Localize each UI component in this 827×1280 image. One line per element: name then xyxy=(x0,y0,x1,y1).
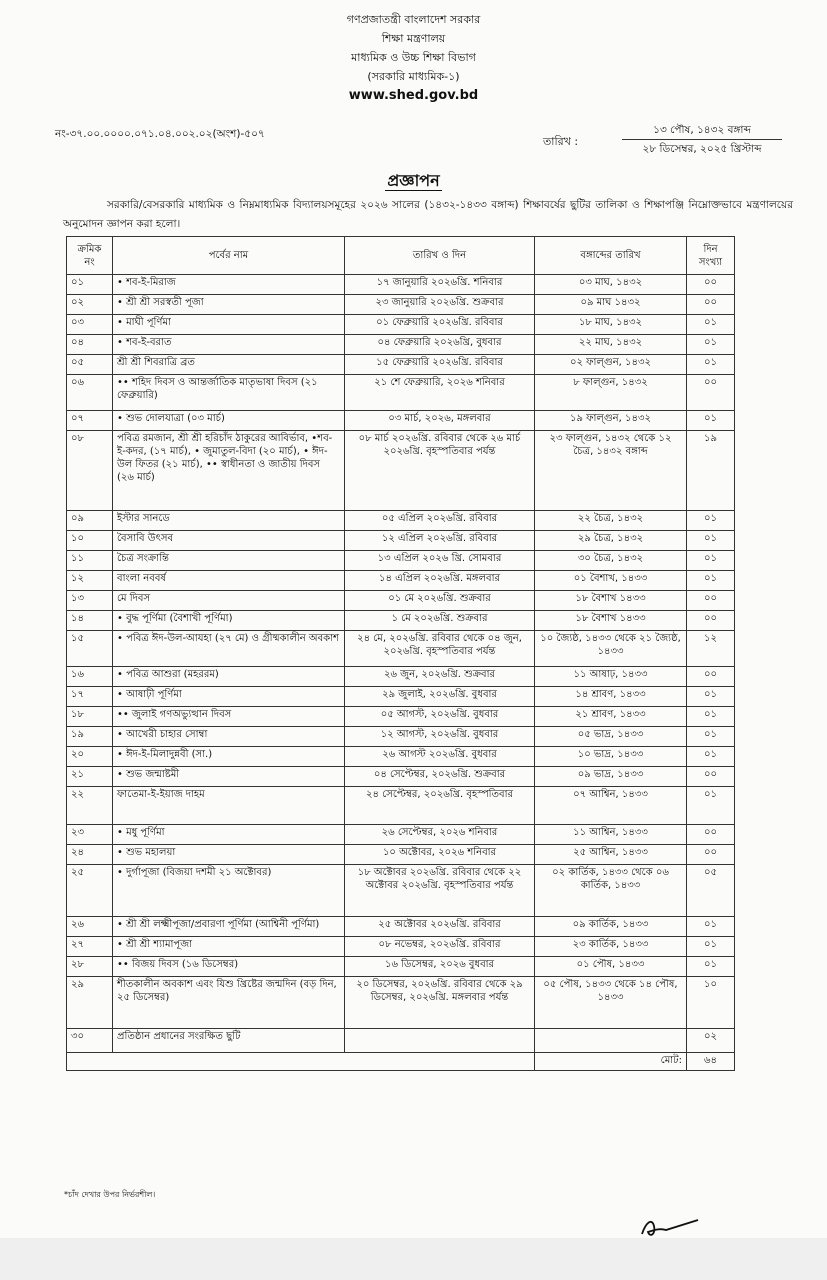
row-serial: ২২ xyxy=(67,787,113,825)
row-days: ০১ xyxy=(687,747,735,767)
row-bangla-date: ২২ মাঘ, ১৪৩২ xyxy=(535,335,687,355)
row-name: শ্রী শ্রী শিবরাত্রি ব্রত xyxy=(113,355,345,375)
row-name: • শ্রী শ্রী সরস্বতী পূজা xyxy=(113,295,345,315)
row-bangla-date: ২৯ চৈত্র, ১৪৩২ xyxy=(535,531,687,551)
row-bangla-date: ২১ শ্রাবণ, ১৪৩৩ xyxy=(535,707,687,727)
col-name: পর্বের নাম xyxy=(113,237,345,275)
row-bangla-date xyxy=(535,1029,687,1053)
row-days: ০০ xyxy=(687,591,735,611)
col-days: দিন সংখ্যা xyxy=(687,237,735,275)
signature-mark xyxy=(636,1212,706,1242)
row-date: ২৬ জুন, ২০২৬খ্রি. শুক্রবার xyxy=(345,667,535,687)
row-days: ০১ xyxy=(687,687,735,707)
row-date: ০৪ সেপ্টেম্বর, ২০২৬খ্রি. শুক্রবার xyxy=(345,767,535,787)
footnote: *চাঁদ দেখার উপর নির্ভরশীল। xyxy=(64,1190,156,1199)
row-serial: ১৯ xyxy=(67,727,113,747)
title-text: প্রজ্ঞাপন xyxy=(387,171,440,190)
row-serial: ০১ xyxy=(67,275,113,295)
table-body xyxy=(67,275,735,1053)
total-spacer xyxy=(67,1053,535,1071)
row-name: • আখেরী চাহার সোম্বা xyxy=(113,727,345,747)
row-days: ০৫ xyxy=(687,865,735,917)
row-bangla-date: ০৫ ভাদ্র, ১৪৩৩ xyxy=(535,727,687,747)
row-date: ০৪ ফেব্রুয়ারি ২০২৬খ্রি, বুধবার xyxy=(345,335,535,355)
total-value: ৬৪ xyxy=(687,1053,735,1071)
govt-name: গণপ্রজাতন্ত্রী বাংলাদেশ সরকার xyxy=(346,13,481,26)
row-bangla-date: ০১ বৈশাখ, ১৪৩৩ xyxy=(535,571,687,591)
row-bangla-date: ১৯ ফাল্গুন, ১৪৩২ xyxy=(535,411,687,431)
row-serial: ০৯ xyxy=(67,511,113,531)
row-name: • শ্রী শ্রী শ্যামাপূজা xyxy=(113,937,345,957)
row-name: • মধু পূর্ণিমা xyxy=(113,825,345,845)
row-serial: ০৮ xyxy=(67,431,113,511)
row-date: ১৪ এপ্রিল ২০২৬খ্রি. মঙ্গলবার xyxy=(345,571,535,591)
section-name: (সরকারি মাধ্যমিক-১) xyxy=(367,70,460,83)
row-days: ০০ xyxy=(687,845,735,865)
row-name: • পবিত্র আশুরা (মহররম) xyxy=(113,667,345,687)
row-name: • শুভ মহালয়া xyxy=(113,845,345,865)
row-date: ০৮ নভেম্বর, ২০২৬খ্রি. রবিবার xyxy=(345,937,535,957)
row-date: ১০ অক্টোবর, ২০২৬ শনিবার xyxy=(345,845,535,865)
row-date: ২৫ অক্টোবর ২০২৬খ্রি. রবিবার xyxy=(345,917,535,937)
row-days: ০০ xyxy=(687,375,735,411)
row-date: ১৮ অক্টোবর ২০২৬খ্রি. রবিবার থেকে ২২ অক্টোবর ২০২৬খ্রি. বৃহস্পতিবার পর্যন্ত xyxy=(345,865,535,917)
row-serial: ১২ xyxy=(67,571,113,591)
table-row xyxy=(67,707,735,727)
row-serial: ১৬ xyxy=(67,667,113,687)
row-serial: ৩০ xyxy=(67,1029,113,1053)
row-bangla-date: ০৯ ভাদ্র, ১৪৩৩ xyxy=(535,767,687,787)
row-date: ২৩ জানুয়ারি ২০২৬খ্রি. শুক্রবার xyxy=(345,295,535,315)
row-serial: ০৭ xyxy=(67,411,113,431)
table-row xyxy=(67,747,735,767)
table-row xyxy=(67,787,735,825)
row-bangla-date: ০৭ আশ্বিন, ১৪৩৩ xyxy=(535,787,687,825)
row-serial: ২৬ xyxy=(67,917,113,937)
row-date: ১২ এপ্রিল ২০২৬খ্রি. রবিবার xyxy=(345,531,535,551)
row-days: ১৯ xyxy=(687,431,735,511)
table-row xyxy=(67,727,735,747)
row-name: পবিত্র রমজান, শ্রী শ্রী হরিচাঁদ ঠাকুরের আবির্ভাব, •শব-ই-কদর, (১৭ মার্চ), • জুমাতুল-বিদা (২০ মার্চ), • ঈদ-উল ফিতর (২১ মার্চ), •• স্বাধীনতা ও জাতীয় দিবস (২৬ মার্চ) xyxy=(113,431,345,511)
row-bangla-date: ২৫ আশ্বিন, ১৪৩৩ xyxy=(535,845,687,865)
row-days: ০১ xyxy=(687,335,735,355)
row-date: ২৯ জুলাই, ২০২৬খ্রি. বুধবার xyxy=(345,687,535,707)
date-gregorian: ২৮ ডিসেম্বর, ২০২৫ খ্রিস্টাব্দ xyxy=(642,143,762,155)
row-serial: ০৪ xyxy=(67,335,113,355)
col-date: তারিখ ও দিন xyxy=(345,237,535,275)
row-serial: ১৫ xyxy=(67,631,113,667)
row-days: ০১ xyxy=(687,411,735,431)
row-serial: ২৩ xyxy=(67,825,113,845)
row-name: • বুদ্ধ পূর্ণিমা (বৈশাখী পূর্ণিমা) xyxy=(113,611,345,631)
division-name: মাধ্যমিক ও উচ্চ শিক্ষা বিভাগ xyxy=(351,51,476,64)
row-bangla-date: ১০ জ্যৈষ্ঠ, ১৪৩৩ থেকে ২১ জ্যৈষ্ঠ, ১৪৩৩ xyxy=(535,631,687,667)
row-days: ০১ xyxy=(687,315,735,335)
row-bangla-date: ০৩ মাঘ, ১৪৩২ xyxy=(535,275,687,295)
row-name: • শব-ই-মিরাজ xyxy=(113,275,345,295)
date-block xyxy=(622,121,782,158)
table-row xyxy=(67,687,735,707)
row-date: ২৪ সেপ্টেম্বর, ২০২৬খ্রি. বৃহস্পতিবার xyxy=(345,787,535,825)
table-row xyxy=(67,865,735,917)
row-days: ০১ xyxy=(687,957,735,977)
table-row xyxy=(67,631,735,667)
row-name: শীতকালীন অবকাশ এবং যিশু খ্রিষ্টের জন্মদিন (বড় দিন, ২৫ ডিসেম্বর) xyxy=(113,977,345,1029)
row-date: ২১ শে ফেব্রুয়ারি, ২০২৬ শনিবার xyxy=(345,375,535,411)
row-serial: ১৩ xyxy=(67,591,113,611)
table-row xyxy=(67,667,735,687)
table-row xyxy=(67,917,735,937)
table-row xyxy=(67,431,735,511)
row-name: • শুভ জন্মাষ্টমী xyxy=(113,767,345,787)
row-serial: ১৪ xyxy=(67,611,113,631)
row-bangla-date: ১১ আষাঢ়, ১৪৩৩ xyxy=(535,667,687,687)
row-date: ১৭ জানুয়ারি ২০২৬খ্রি. শনিবার xyxy=(345,275,535,295)
row-bangla-date: ০২ ফাল্গুন, ১৪৩২ xyxy=(535,355,687,375)
table-row xyxy=(67,571,735,591)
row-serial: ০৫ xyxy=(67,355,113,375)
row-name: • মাঘী পূর্ণিমা xyxy=(113,315,345,335)
row-date: ১২ আগস্ট, ২০২৬খ্রি. বুধবার xyxy=(345,727,535,747)
date-bangla: ১৩ পৌষ, ১৪৩২ বঙ্গাব্দ xyxy=(622,121,782,140)
row-bangla-date: ০৯ কার্তিক, ১৪৩৩ xyxy=(535,917,687,937)
reference-number: নং-৩৭.০০.০০০০.০৭১.০৪.০০২.০২(অংশ)-৫০৭ xyxy=(55,128,265,140)
table-row xyxy=(67,355,735,375)
row-name: বৈসাবি উৎসব xyxy=(113,531,345,551)
intro-paragraph: সরকারি/বেসরকারি মাধ্যমিক ও নিম্নমাধ্যমিক বিদ্যালয়সমূহের ২০২৬ সালের (১৪৩২-১৪৩৩ বঙ্গাব্দ) শিক্ষাবর্ষের ছুটির তালিকা ও শিক্ষাপঞ্জি নিম্নোক্তভাবে মন্ত্রণালয়ের অনুমোদন জ্ঞাপন করা হলো। xyxy=(63,199,793,230)
row-bangla-date: ৩০ চৈত্র, ১৪৩২ xyxy=(535,551,687,571)
row-days: ১২ xyxy=(687,631,735,667)
row-bangla-date: ১৮ মাঘ, ১৪৩২ xyxy=(535,315,687,335)
row-days: ০০ xyxy=(687,767,735,787)
table-row xyxy=(67,375,735,411)
row-name: • পবিত্র ঈদ-উল-আযহা (২৭ মে) ও গ্রীষ্মকালীন অবকাশ xyxy=(113,631,345,667)
row-serial: ২৭ xyxy=(67,937,113,957)
row-date: ২০ ডিসেম্বর, ২০২৬খ্রি. রবিবার থেকে ২৯ ডিসেম্বর, ২০২৬খ্রি. মঙ্গলবার পর্যন্ত xyxy=(345,977,535,1029)
table-row xyxy=(67,767,735,787)
row-name: চৈত্র সংক্রান্তি xyxy=(113,551,345,571)
row-date: ০১ মে ২০২৬খ্রি. শুক্রবার xyxy=(345,591,535,611)
total-label: মোট: xyxy=(535,1053,687,1071)
row-days: ০০ xyxy=(687,275,735,295)
row-name: • ঈদ-ই-মিলাদুন্নবী (সা.) xyxy=(113,747,345,767)
row-bangla-date: ২৩ কার্তিক, ১৪৩৩ xyxy=(535,937,687,957)
row-serial: ২৯ xyxy=(67,977,113,1029)
row-date: ১ মে ২০২৬খ্রি. শুক্রবার xyxy=(345,611,535,631)
holiday-table xyxy=(66,236,735,1071)
col-serial: ক্রমিক নং xyxy=(67,237,113,275)
row-days: ০২ xyxy=(687,1029,735,1053)
row-date: ২৬ সেপ্টেম্বর, ২০২৬ শনিবার xyxy=(345,825,535,845)
row-serial: ০৬ xyxy=(67,375,113,411)
row-name: • আষাঢ়ী পূর্ণিমা xyxy=(113,687,345,707)
row-date: ০১ ফেব্রুয়ারি ২০২৬খ্রি. রবিবার xyxy=(345,315,535,335)
row-days: ০০ xyxy=(687,611,735,631)
table-row xyxy=(67,957,735,977)
row-name: • শ্রী শ্রী লক্ষ্মীপূজা/প্রবারণা পূর্ণিমা (আশ্বিনী পূর্ণিমা) xyxy=(113,917,345,937)
row-date: ২৬ আগস্ট ২০২৬খ্রি. বুধবার xyxy=(345,747,535,767)
row-serial: ২৫ xyxy=(67,865,113,917)
row-name: •• জুলাই গণঅভ্যুত্থান দিবস xyxy=(113,707,345,727)
row-bangla-date: ১৮ বৈশাখ ১৪৩৩ xyxy=(535,611,687,631)
table-row xyxy=(67,591,735,611)
col-bangla-date: বঙ্গাব্দের তারিখ xyxy=(535,237,687,275)
date-label: তারিখ : xyxy=(543,135,579,148)
row-bangla-date: ৮ ফাল্গুন, ১৪৩২ xyxy=(535,375,687,411)
row-serial: ২৮ xyxy=(67,957,113,977)
table-row xyxy=(67,275,735,295)
row-name: মে দিবস xyxy=(113,591,345,611)
table-row xyxy=(67,295,735,315)
row-date: ১৩ এপ্রিল ২০২৬ খ্রি. সোমবার xyxy=(345,551,535,571)
row-days: ০০ xyxy=(687,295,735,315)
row-serial: ০৩ xyxy=(67,315,113,335)
website-link[interactable]: www.shed.gov.bd xyxy=(348,88,479,103)
table-row xyxy=(67,335,735,355)
table-row xyxy=(67,511,735,531)
row-date: ২৪ মে, ২০২৬খ্রি. রবিবার থেকে ০৪ জুন, ২০২৬খ্রি. বৃহস্পতিবার পর্যন্ত xyxy=(345,631,535,667)
table-row xyxy=(67,977,735,1029)
table-row xyxy=(67,611,735,631)
row-bangla-date: ১৪ শ্রাবণ, ১৪৩৩ xyxy=(535,687,687,707)
table-row xyxy=(67,825,735,845)
row-name: •• বিজয় দিবস (১৬ ডিসেম্বর) xyxy=(113,957,345,977)
table-row xyxy=(67,937,735,957)
table-row xyxy=(67,551,735,571)
row-serial: ২০ xyxy=(67,747,113,767)
table-row xyxy=(67,1029,735,1053)
row-bangla-date: ১০ ভাদ্র, ১৪৩৩ xyxy=(535,747,687,767)
row-date: ১৬ ডিসেম্বর, ২০২৬ বুধবার xyxy=(345,957,535,977)
row-days: ০১ xyxy=(687,707,735,727)
row-days: ০১ xyxy=(687,355,735,375)
row-serial: ২১ xyxy=(67,767,113,787)
row-bangla-date: ০১ পৌষ, ১৪৩৩ xyxy=(535,957,687,977)
row-bangla-date: ১১ আশ্বিন, ১৪৩৩ xyxy=(535,825,687,845)
total-row xyxy=(67,1053,735,1071)
letterhead xyxy=(0,10,827,105)
row-days: ১০ xyxy=(687,977,735,1029)
row-serial: ১৭ xyxy=(67,687,113,707)
row-days: ০১ xyxy=(687,551,735,571)
table-row xyxy=(67,315,735,335)
row-name: বাংলা নববর্ষ xyxy=(113,571,345,591)
row-date: ০৫ আগস্ট, ২০২৬খ্রি. বুধবার xyxy=(345,707,535,727)
row-date xyxy=(345,1029,535,1053)
row-days: ০০ xyxy=(687,825,735,845)
row-date: ০৮ মার্চ ২০২৬খ্রি. রবিবার থেকে ২৬ মার্চ ২০২৬খ্রি. বৃহস্পতিবার পর্যন্ত xyxy=(345,431,535,511)
table-row xyxy=(67,411,735,431)
row-bangla-date: ২২ চৈত্র, ১৪৩২ xyxy=(535,511,687,531)
row-days: ০১ xyxy=(687,787,735,825)
row-bangla-date: ০৯ মাঘ ১৪৩২ xyxy=(535,295,687,315)
row-serial: ০২ xyxy=(67,295,113,315)
row-serial: ১১ xyxy=(67,551,113,571)
row-name: • শব-ই-বরাত xyxy=(113,335,345,355)
row-date: ০৩ মার্চ, ২০২৬, মঙ্গলবার xyxy=(345,411,535,431)
row-bangla-date: ০২ কার্তিক, ১৪৩৩ থেকে ০৬ কার্তিক, ১৪৩৩ xyxy=(535,865,687,917)
row-serial: ১০ xyxy=(67,531,113,551)
row-bangla-date: ২৩ ফাল্গুন, ১৪৩২ থেকে ১২ চৈত্র, ১৪৩২ বঙ্গাব্দ xyxy=(535,431,687,511)
row-name: •• শহিদ দিবস ও আন্তর্জাতিক মাতৃভাষা দিবস (২১ ফেব্রুয়ারি) xyxy=(113,375,345,411)
row-serial: ১৮ xyxy=(67,707,113,727)
table-header-row xyxy=(67,237,735,275)
row-date: ০৫ এপ্রিল ২০২৬খ্রি. রবিবার xyxy=(345,511,535,531)
page-title xyxy=(0,168,827,195)
row-days: ০১ xyxy=(687,917,735,937)
row-days: ০১ xyxy=(687,511,735,531)
table-row xyxy=(67,845,735,865)
row-serial: ২৪ xyxy=(67,845,113,865)
ministry-name: শিক্ষা মন্ত্রণালয় xyxy=(381,32,446,45)
row-bangla-date: ১৮ বৈশাখ ১৪৩৩ xyxy=(535,591,687,611)
row-name: ফাতেমা-ই-ইয়াজ দাহম xyxy=(113,787,345,825)
row-days: ০১ xyxy=(687,571,735,591)
row-date: ১৫ ফেব্রুয়ারি ২০২৬খ্রি. রবিবার xyxy=(345,355,535,375)
row-name: • দুর্গাপূজা (বিজয়া দশমী ২১ অক্টোবর) xyxy=(113,865,345,917)
table-row xyxy=(67,531,735,551)
row-days: ০১ xyxy=(687,531,735,551)
row-name: • শুভ দোলযাত্রা (০৩ মার্চ) xyxy=(113,411,345,431)
row-days: ০০ xyxy=(687,667,735,687)
row-name: ইস্টার সানডে xyxy=(113,511,345,531)
row-bangla-date: ০৫ পৌষ, ১৪৩৩ থেকে ১৪ পৌষ, ১৪৩৩ xyxy=(535,977,687,1029)
row-days: ০১ xyxy=(687,727,735,747)
row-name: প্রতিষ্ঠান প্রধানের সংরক্ষিত ছুটি xyxy=(113,1029,345,1053)
row-days: ০১ xyxy=(687,937,735,957)
